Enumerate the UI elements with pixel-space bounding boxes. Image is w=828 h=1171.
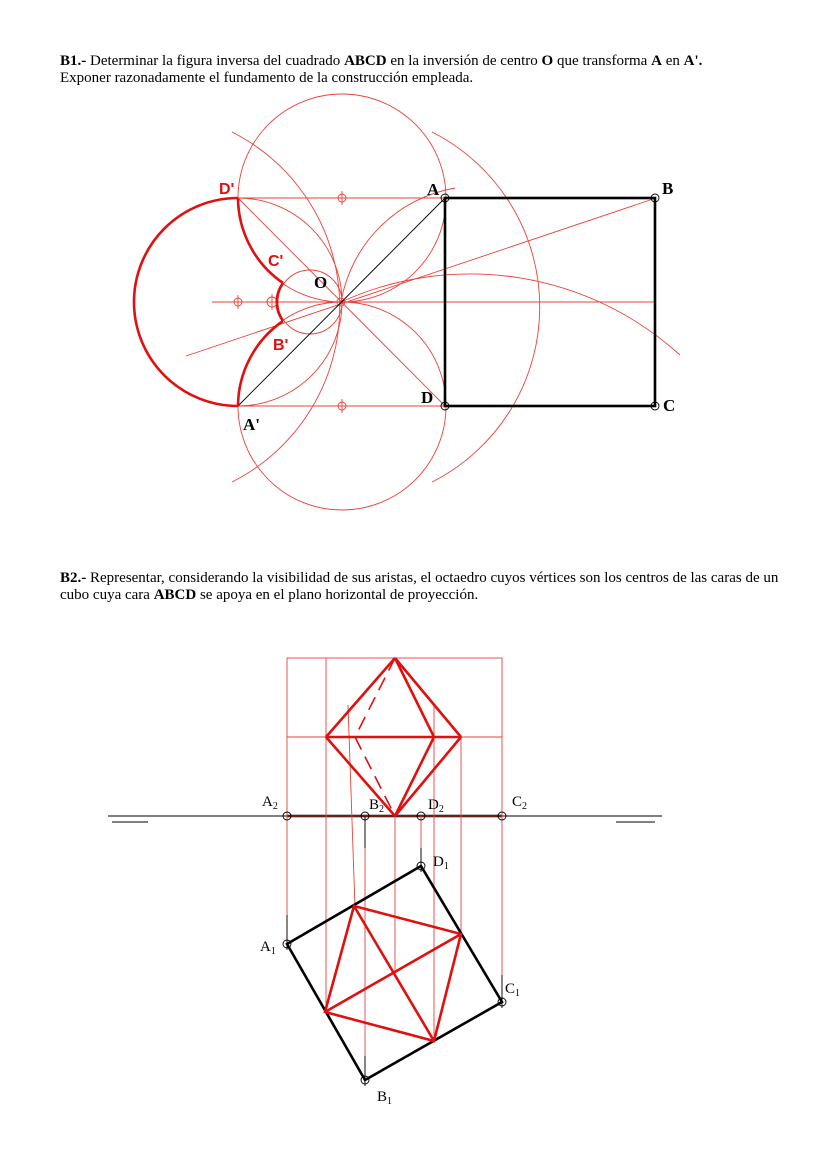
- problem-b1-text: en: [661, 53, 684, 69]
- figure-b2-octahedron: [108, 658, 662, 1107]
- problem-b2-text: Representar, considerando la visibilidad de sus aristas, el octaedro cuyos vértices son los centros de las caras de un cubo cuya cara: [60, 570, 779, 603]
- label-b1: $B_1$: [377, 1089, 393, 1107]
- inverse-arc-dprime-cprime: [238, 198, 283, 283]
- label-c: C: [663, 396, 676, 415]
- problem-b1-bold: O: [541, 53, 554, 69]
- label-d-prime: D': [219, 181, 235, 198]
- label-a1: $A_1$: [260, 939, 276, 957]
- figure-b1-inversion: [134, 94, 680, 510]
- label-b2: $B_2$: [369, 797, 385, 815]
- problem-b1-text: Exponer razonadamente el fundamento de la construcción empleada.: [60, 70, 474, 86]
- label-b-prime: B': [273, 337, 289, 354]
- label-d2: $D_2$: [428, 797, 444, 815]
- inverse-arc-bprime-aprime: [238, 321, 283, 406]
- octahedron-elevation: [326, 658, 461, 816]
- label-o: O: [314, 273, 328, 292]
- problem-b2-text: se apoya en el plano horizontal de proyección.: [196, 587, 479, 603]
- label-c1: $C_1$: [505, 981, 521, 999]
- octahedron-plan: [325, 906, 461, 1041]
- label-a: A: [427, 180, 440, 199]
- label-c-prime: C': [268, 253, 284, 270]
- construction-lines: [134, 94, 680, 510]
- problem-b1-bold: A: [651, 53, 662, 69]
- projection-lines: [287, 658, 502, 1080]
- label-b: B: [662, 179, 674, 198]
- problem-b2-number: B2.-: [60, 570, 87, 586]
- problem-b1-number: B1.-: [60, 53, 87, 69]
- plan-vertex-markers: [283, 812, 506, 1086]
- problem-b1-text: que transforma: [553, 53, 652, 69]
- label-d: D: [421, 388, 434, 407]
- problem-b1-text: en la inversión de centro: [386, 53, 542, 69]
- problem-b1-bold: A'.: [683, 53, 703, 69]
- label-d1: $D_1$: [433, 854, 449, 872]
- label-a2: $A_2$: [262, 794, 278, 812]
- problem-b2-bold: ABCD: [153, 587, 197, 603]
- problem-b1-text: Determinar la figura inversa del cuadrado: [86, 53, 345, 69]
- arc-right-large: [432, 132, 540, 482]
- label-a-prime: A': [243, 415, 260, 434]
- problem-b1-bold: ABCD: [344, 53, 387, 69]
- label-c2: $C_2$: [512, 794, 528, 812]
